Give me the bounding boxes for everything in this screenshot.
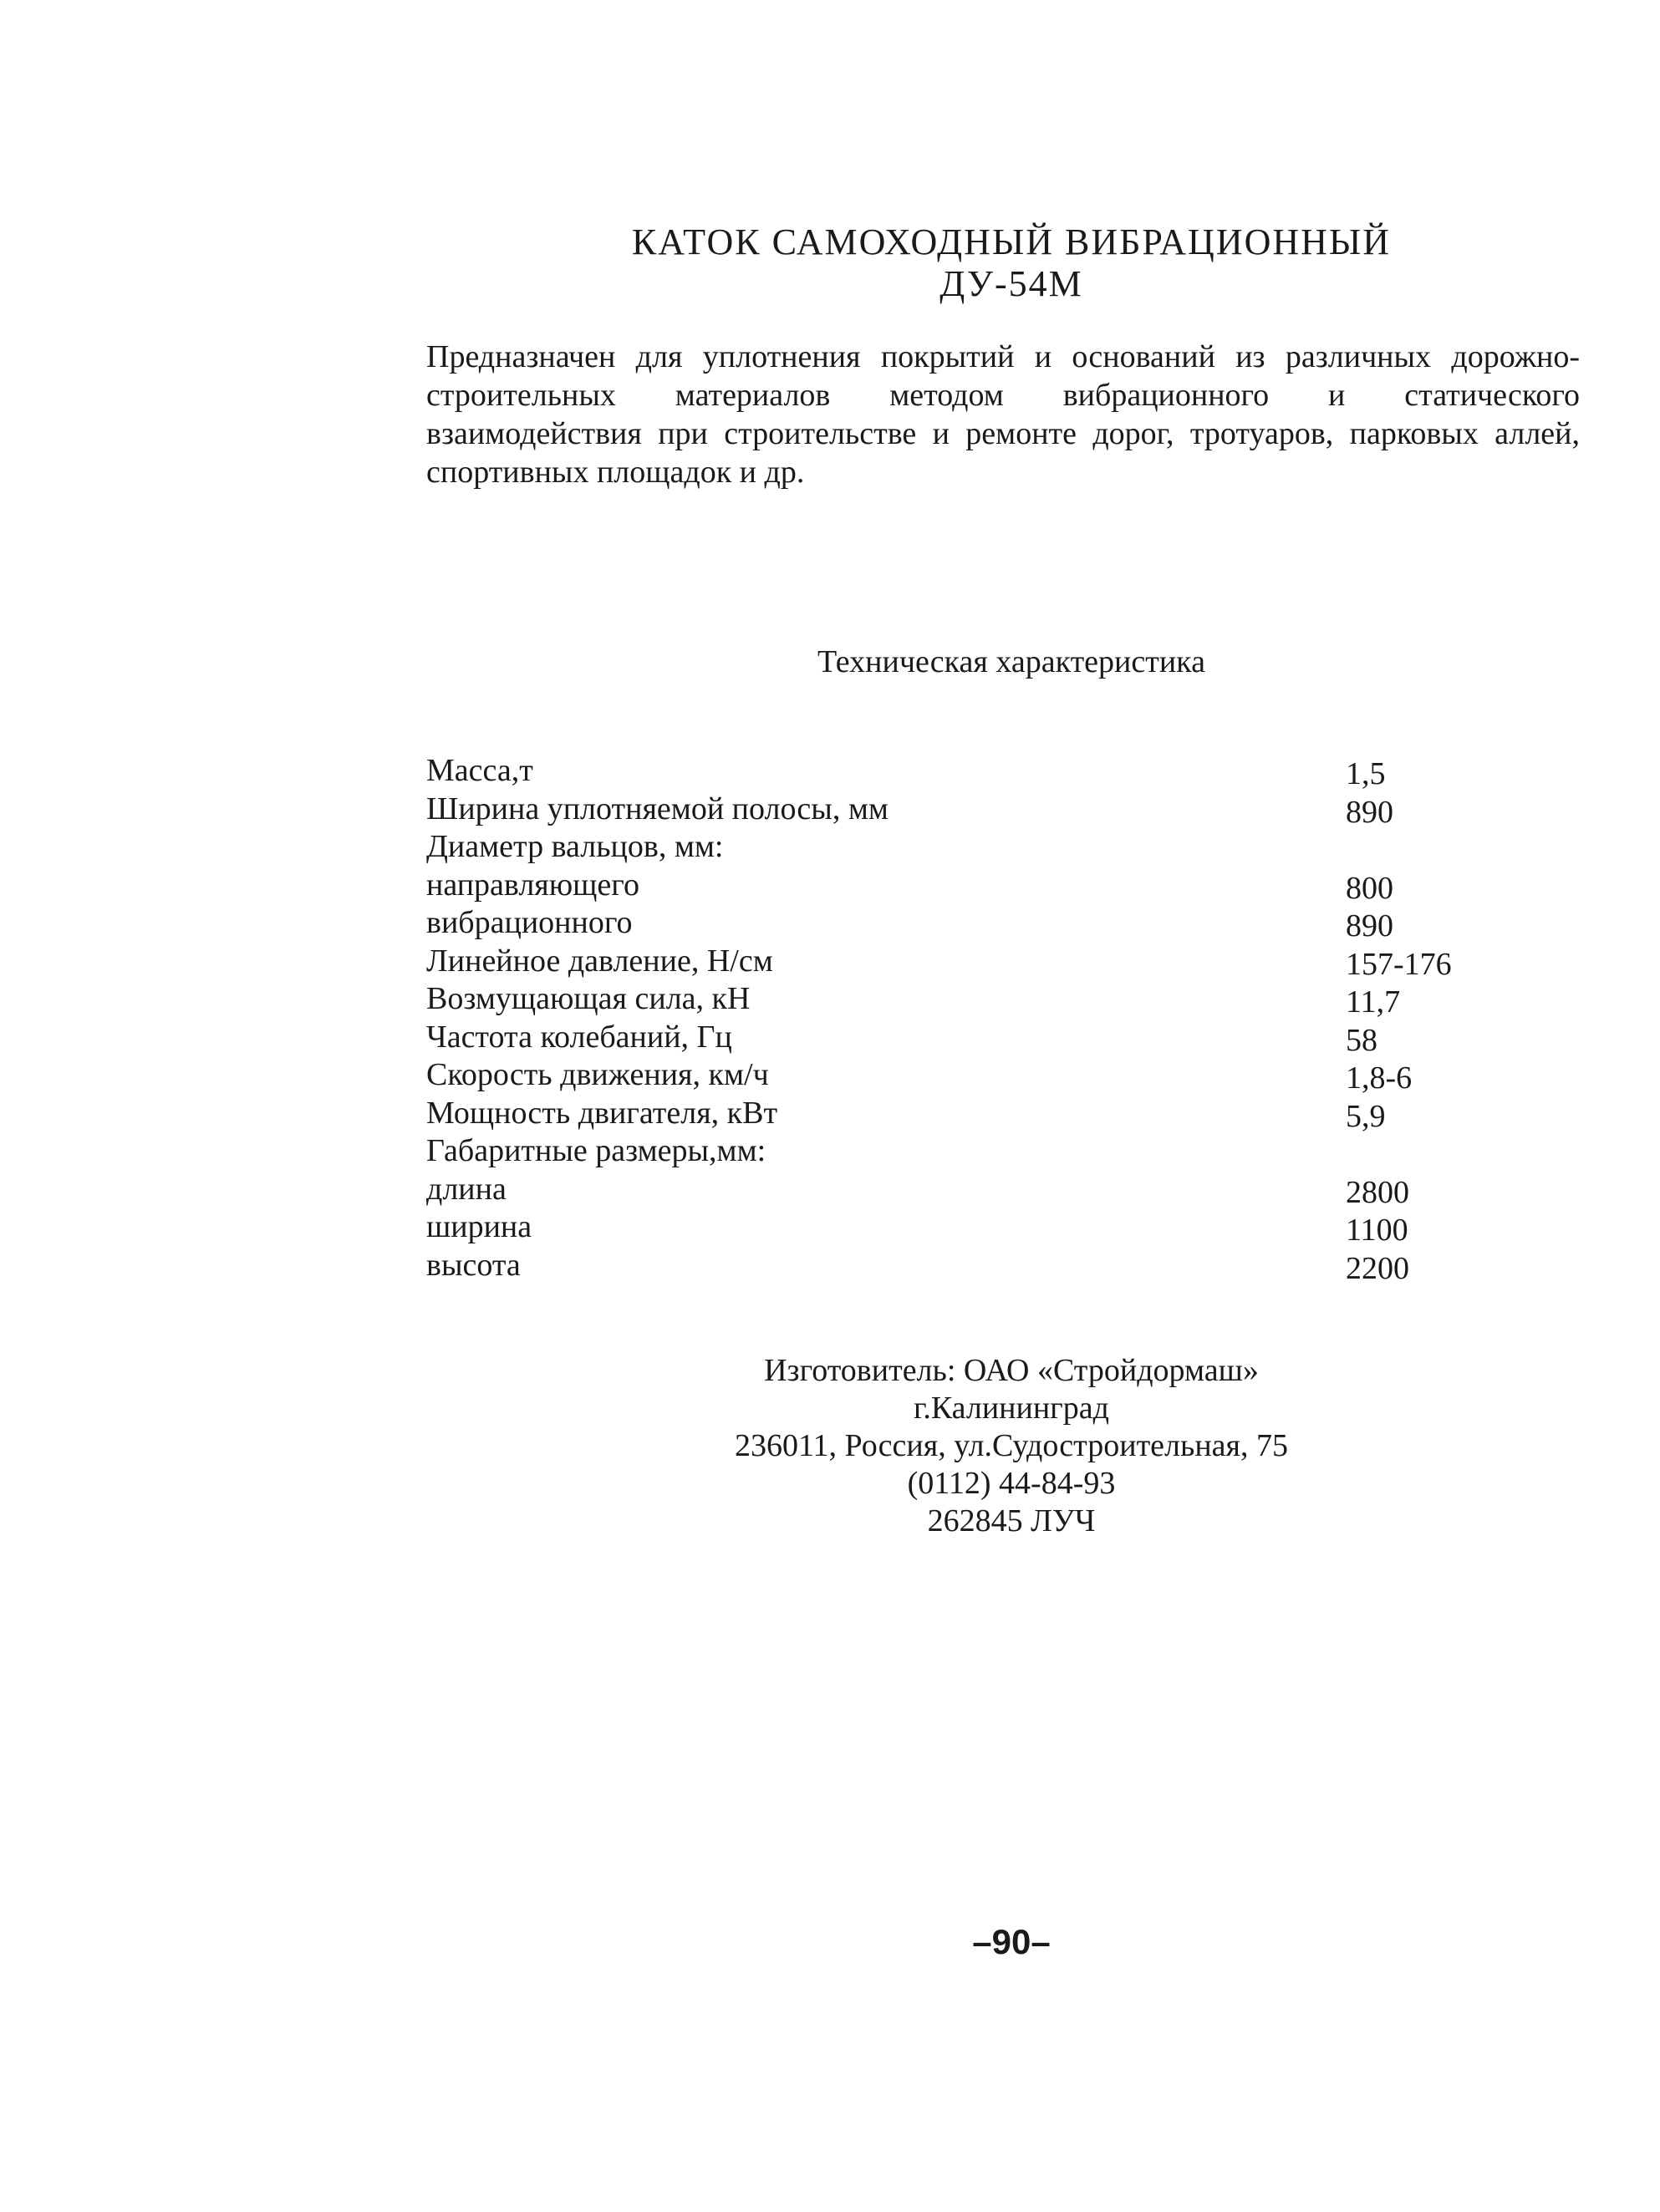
spec-row bbox=[426, 980, 1513, 1019]
spec-label: Габаритные размеры,мм: bbox=[426, 1133, 766, 1168]
intro-line: строительных материалов методом вибрационного и статического bbox=[426, 378, 1580, 413]
spec-row bbox=[426, 867, 1513, 905]
spec-value: 11,7 bbox=[1346, 984, 1401, 1020]
spec-label: длина bbox=[426, 1171, 507, 1207]
spec-value: 2200 bbox=[1346, 1250, 1409, 1286]
spec-label: вибрационного bbox=[426, 905, 633, 940]
spec-value: 1100 bbox=[1346, 1213, 1408, 1248]
spec-row bbox=[426, 752, 1513, 791]
spec-row bbox=[426, 828, 1513, 867]
spec-value: 890 bbox=[1346, 794, 1393, 830]
spec-row bbox=[426, 943, 1513, 981]
spec-value: 800 bbox=[1346, 870, 1393, 906]
spec-row bbox=[426, 1132, 1513, 1171]
spec-label: Возмущающая сила, кН bbox=[426, 981, 751, 1016]
page-number: –90– bbox=[972, 1922, 1051, 1961]
intro-line: взаимодействия при строительстве и ремонте дорог, тротуаров, парковых аллей, bbox=[426, 416, 1580, 451]
manufacturer-address: 236011, Россия, ул.Судостроительная, 75 bbox=[734, 1428, 1289, 1463]
spec-label: высота bbox=[426, 1247, 521, 1283]
intro-line: Предназначен для уплотнения покрытий и оснований из различных дорожно- bbox=[426, 339, 1580, 374]
spec-row bbox=[426, 1095, 1513, 1133]
spec-label: ширина bbox=[426, 1209, 532, 1244]
manufacturer-city: г.Калининград bbox=[914, 1391, 1109, 1426]
spec-label: Мощность двигателя, кВт bbox=[426, 1095, 778, 1131]
intro-line: спортивных площадок и др. bbox=[426, 455, 805, 490]
spec-value: 2800 bbox=[1346, 1174, 1409, 1210]
manufacturer-phone: (0112) 44-84-93 bbox=[907, 1466, 1116, 1501]
spec-row bbox=[426, 1171, 1513, 1209]
spec-value: 58 bbox=[1346, 1022, 1377, 1058]
spec-label: Масса,т bbox=[426, 753, 533, 788]
spec-row bbox=[426, 1019, 1513, 1057]
model-name: ДУ-54М bbox=[939, 263, 1083, 304]
spec-value: 1,5 bbox=[1346, 756, 1386, 791]
spec-label: Диаметр вальцов, мм: bbox=[426, 829, 724, 864]
spec-row bbox=[426, 1056, 1513, 1095]
spec-value: 157-176 bbox=[1346, 946, 1452, 982]
spec-row bbox=[426, 1208, 1513, 1247]
spec-label: Линейное давление, Н/см bbox=[426, 943, 773, 979]
spec-label: Ширина уплотняемой полосы, мм bbox=[426, 791, 889, 826]
spec-table bbox=[426, 752, 1513, 1284]
spec-label: направляющего bbox=[426, 867, 639, 903]
spec-value: 890 bbox=[1346, 908, 1393, 943]
manufacturer-line: Изготовитель: ОАО «Стройдормаш» bbox=[764, 1353, 1259, 1388]
spec-row bbox=[426, 1247, 1513, 1285]
spec-value: 5,9 bbox=[1346, 1098, 1386, 1134]
intro-paragraph bbox=[426, 338, 1580, 491]
spec-row bbox=[426, 904, 1513, 943]
spec-row bbox=[426, 791, 1513, 829]
spec-heading: Техническая характеристика bbox=[817, 644, 1205, 679]
document-title: КАТОК САМОХОДНЫЙ ВИБРАЦИОННЫЙ bbox=[631, 221, 1392, 262]
manufacturer-block bbox=[0, 1352, 1660, 1540]
spec-value: 1,8-6 bbox=[1346, 1060, 1413, 1096]
spec-label: Частота колебаний, Гц bbox=[426, 1019, 732, 1055]
spec-label: Скорость движения, км/ч bbox=[426, 1057, 769, 1092]
manufacturer-telex: 262845 ЛУЧ bbox=[927, 1503, 1096, 1538]
